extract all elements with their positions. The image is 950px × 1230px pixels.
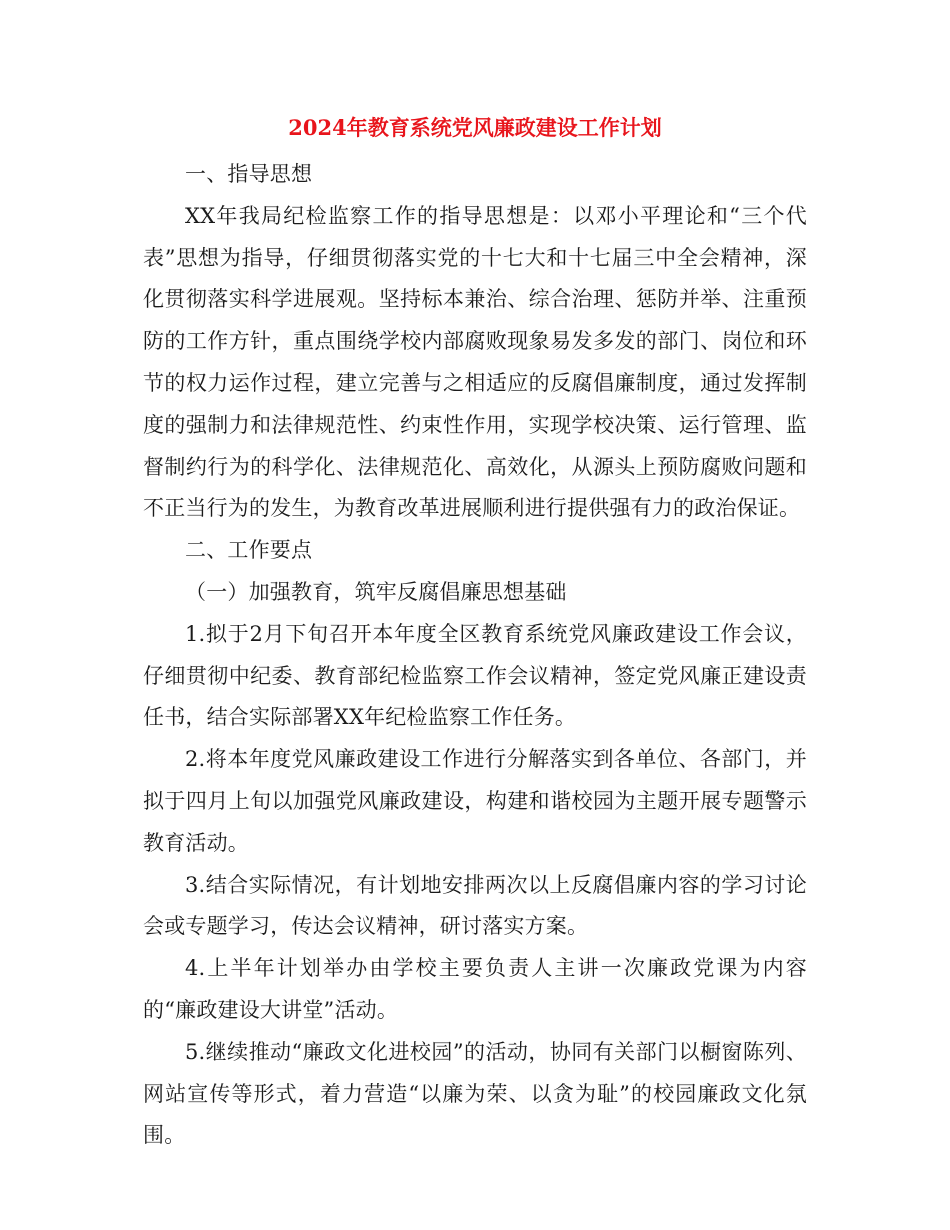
subsection-heading-education: （一）加强教育，筑牢反腐倡廉思想基础 [185,579,567,604]
list-item-5: 5.继续推动“廉政文化进校园”的活动，协同有关部门以橱窗陈列、网站宣传等形式，着力营造“以廉为荣、以贪为耻”的校园廉政文化氛围。 [143,1039,807,1148]
list-item-1: 1.拟于2月下旬召开本年度全区教育系统党风廉政建设工作会议，仔细贯彻中纪委、教育部纪检监察工作会议精神，签定党风廉正建设责任书，结合实际部署XX年纪检监察工作任务。 [143,621,807,730]
list-item-2: 2.将本年度党风廉政建设工作进行分解落实到各单位、各部门，并拟于四月上旬以加强党风廉政建设，构建和谐校园为主题开展专题警示教育活动。 [143,747,807,855]
section-heading-work-points: 二、工作要点 [185,538,313,563]
paragraph-guiding-ideology: XX年我局纪检监察工作的指导思想是：以邓小平理论和“三个代表”思想为指导，仔细贯彻落实党的十七大和十七届三中全会精神，深化贯彻落实科学进展观。坚持标本兼治、综合治理、惩防并举、注重预防的工作方针，重点围绕学校内部腐败现象易发多发的部门、岗位和环节的权力运作过程，建立完善与之相适应的反腐倡廉制度，通过发挥制度的强制力和法律规范性、约束性作用，实现学校决策、运行管理、监督制约行为的科学化、法律规范化、高效化，从源头上预防腐败问题和不正当行为的发生，为教育改革进展顺利进行提供强有力的政治保证。 [143,203,807,521]
document-body [143,154,807,1157]
section-heading-guiding-ideology: 一、指导思想 [185,162,313,186]
list-item-4: 4.上半年计划举办由学校主要负责人主讲一次廉政党课为内容的“廉政建设大讲堂”活动。 [143,956,807,1022]
document-title: 2024年教育系统党风廉政建设工作计划 [288,115,662,140]
list-item-3: 3.结合实际情况，有计划地安排两次以上反腐倡廉内容的学习讨论会或专题学习，传达会议精神，研讨落实方案。 [143,872,807,939]
